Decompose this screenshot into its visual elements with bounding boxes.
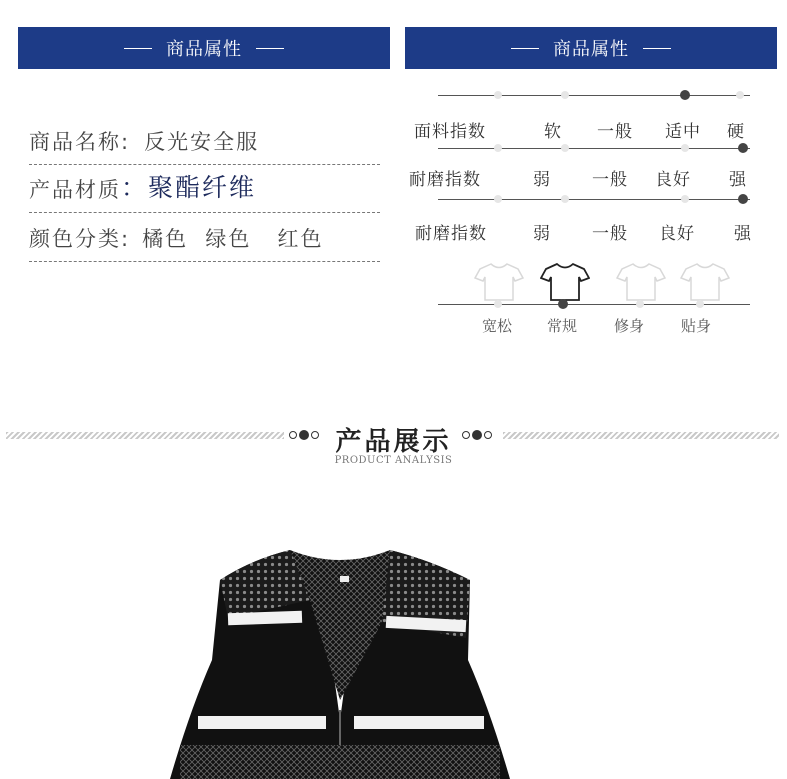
attribute-label: 商品名称: [29,130,131,154]
scale-option: 强 [734,224,752,244]
scale-title: 耐磨指数 [415,224,487,244]
scale-tick [681,144,689,152]
scale-line [438,199,750,200]
fit-option: 常规 [547,317,578,335]
scale-title: 耐磨指数 [409,170,481,190]
scale-option: 适中 [665,122,701,142]
scale-option: 一般 [597,122,633,142]
fit-option: 修身 [614,317,645,335]
attribute-row-material [29,165,380,213]
attribute-row-color [29,214,380,262]
scale-tick [736,91,744,99]
scale-tick-selected [680,90,690,100]
scale-tick [561,144,569,152]
attribute-label: 产品材质 [29,178,121,202]
banner-dash-right [256,48,284,49]
scale-option: 弱 [533,224,551,244]
tshirt-icon [474,262,524,302]
scale-tick [681,195,689,203]
scale-line [438,148,750,149]
tshirt-icon [540,262,590,302]
scale-title: 面料指数 [414,122,486,142]
scale-tick [696,300,704,308]
fit-option: 贴身 [681,317,712,335]
scale-tick-selected [738,143,748,153]
scale-option: 软 [544,122,562,142]
vest-product-image [150,540,530,779]
banner-title: 商品属性 [553,39,629,60]
scale-tick [561,195,569,203]
banner-title: 商品属性 [166,39,242,60]
scale-tick [494,195,502,203]
attribute-row-name [29,117,380,165]
attribute-label: 颜色分类: [29,227,131,251]
scale-tick-selected [738,194,748,204]
scale-option: 强 [729,170,747,190]
scale-line [438,95,750,96]
scale-option: 一般 [592,170,628,190]
attribute-value: 反光安全服 [144,130,260,154]
section-subtitle: PRODUCT ANALYSIS [334,455,453,466]
scale-tick-selected [558,299,568,309]
tshirt-icon [616,262,666,302]
scale-tick [494,91,502,99]
attribute-value: ：聚酯纤维 [121,173,257,202]
banner-dash-left [124,48,152,49]
attribute-value: 橘色 绿色 红色 [142,227,324,251]
scale-tick [494,300,502,308]
scale-option: 良好 [655,170,691,190]
scale-option: 一般 [592,224,628,244]
tshirt-icon [680,262,730,302]
banner-dash-right [643,48,671,49]
attributes-banner-left [18,27,390,69]
fit-option: 宽松 [482,317,513,335]
attributes-banner-right [405,27,777,69]
section-title: 产品展示 [335,427,452,457]
scale-tick [636,300,644,308]
scale-tick [561,91,569,99]
scale-option: 良好 [659,224,695,244]
scale-option: 弱 [533,170,551,190]
banner-dash-left [511,48,539,49]
scale-tick [494,144,502,152]
scale-option: 硬 [727,122,745,142]
